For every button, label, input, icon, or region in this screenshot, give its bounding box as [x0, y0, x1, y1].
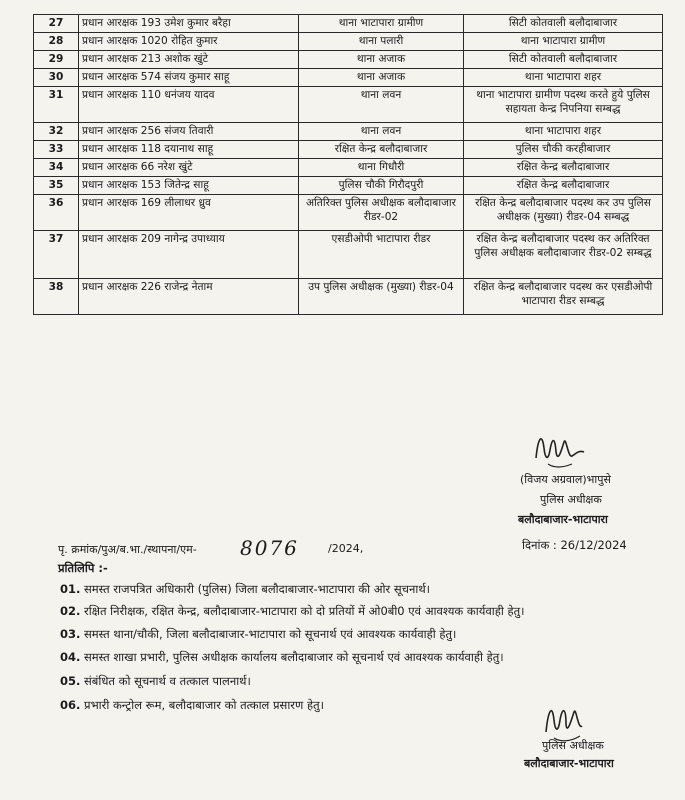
- copy-item-text: समस्त शाखा प्रभारी, पुलिस अधीक्षक कार्यालय बलौदाबाजार को सूचनार्थ एवं आवश्यक कार्यवाही हेतु।: [84, 650, 504, 664]
- from-cell: थाना अजाक: [299, 51, 464, 69]
- from-cell: थाना लवन: [299, 87, 464, 123]
- to-cell: रक्षित केन्द्र बलौदाबाजार: [464, 177, 663, 195]
- from-cell: पुलिस चौकी गिरौदपुरी: [299, 177, 464, 195]
- from-cell: थाना भाटापारा ग्रामीण: [299, 15, 464, 33]
- copy-item-number: 02.: [60, 604, 81, 618]
- to-cell: थाना भाटापारा शहर: [464, 123, 663, 141]
- copy-item-number: 04.: [60, 650, 81, 664]
- to-cell: रक्षित केन्द्र बलौदाबाजार: [464, 159, 663, 177]
- copy-item-text: संबंधित को सूचनार्थ व तत्काल पालनार्थ।: [84, 674, 251, 688]
- copy-item-number: 01.: [60, 582, 81, 596]
- from-cell: थाना पलारी: [299, 33, 464, 51]
- copy-item-number: 05.: [60, 674, 81, 688]
- to-cell: थाना भाटापारा शहर: [464, 69, 663, 87]
- to-cell: रक्षित केन्द्र बलौदाबाजार पदस्थ कर उप पुलिस अधीक्षक (मुख्या) रीडर-04 सम्बद्ध: [464, 195, 663, 231]
- copy-item-number: 03.: [60, 627, 81, 641]
- order-date: दिनांक : 26/12/2024: [522, 538, 627, 552]
- signatory2-designation: पुलिस अधीक्षक: [542, 739, 604, 752]
- from-cell: थाना लवन: [299, 123, 464, 141]
- name-cell: प्रधान आरक्षक 153 जितेन्द्र साहू: [79, 177, 299, 195]
- copy-item: [60, 674, 251, 689]
- signatory-name: (विजय अग्रवाल)भापुसे: [520, 473, 611, 486]
- copy-item-number: 06.: [60, 698, 81, 712]
- to-cell: रक्षित केन्द्र बलौदाबाजार पदस्थ कर अतिरिक्त पुलिस अधीक्षक बलौदाबाजार रीडर-02 सम्बद्ध: [464, 231, 663, 279]
- table-row: [34, 87, 663, 123]
- to-cell: थाना भाटापारा ग्रामीण: [464, 33, 663, 51]
- copy-title: प्रतिलिपि :-: [58, 561, 108, 575]
- table-row: [34, 159, 663, 177]
- from-cell: उप पुलिस अधीक्षक (मुख्या) रीडर-04: [299, 279, 464, 315]
- table-row: [34, 231, 663, 279]
- name-cell: प्रधान आरक्षक 226 राजेन्द्र नेताम: [79, 279, 299, 315]
- copy-item: [60, 698, 324, 713]
- table-row: [34, 123, 663, 141]
- serial-cell: 33: [34, 141, 79, 159]
- to-cell: सिटी कोतवाली बलौदाबाजार: [464, 15, 663, 33]
- table-row: [34, 177, 663, 195]
- serial-cell: 34: [34, 159, 79, 177]
- from-cell: एसडीओपी भाटापारा रीडर: [299, 231, 464, 279]
- reference-year: /2024,: [328, 542, 364, 555]
- copy-item: [60, 582, 430, 597]
- transfer-table: [33, 14, 663, 315]
- serial-cell: 37: [34, 231, 79, 279]
- copy-item-text: प्रभारी कन्ट्रोल रूम, बलौदाबाजार को तत्काल प्रसारण हेतु।: [84, 698, 324, 712]
- name-cell: प्रधान आरक्षक 66 नरेश खुंटे: [79, 159, 299, 177]
- name-cell: प्रधान आरक्षक 193 उमेश कुमार बरैहा: [79, 15, 299, 33]
- from-cell: थाना गिधौरी: [299, 159, 464, 177]
- copy-item-text: रक्षित निरीक्षक, रक्षित केन्द्र, बलौदाबाजार-भाटापारा को दो प्रतियों में ओ0बी0 एवं आवश्यक कार्यवाही हेतु।: [84, 604, 525, 618]
- copy-item-text: समस्त थाना/चौकी, जिला बलौदाबाजार-भाटापारा को सूचनार्थ एवं आवश्यक कार्यवाही हेतु।: [84, 627, 457, 641]
- to-cell: सिटी कोतवाली बलौदाबाजार: [464, 51, 663, 69]
- to-cell: रक्षित केन्द्र बलौदाबाजार पदस्थ कर एसडीओपी भाटापारा रीडर सम्बद्ध: [464, 279, 663, 315]
- from-cell: थाना अजाक: [299, 69, 464, 87]
- name-cell: प्रधान आरक्षक 118 दयानाथ साहू: [79, 141, 299, 159]
- serial-cell: 31: [34, 87, 79, 123]
- name-cell: प्रधान आरक्षक 1020 रोहित कुमार: [79, 33, 299, 51]
- table-row: [34, 141, 663, 159]
- table-row: [34, 279, 663, 315]
- to-cell: पुलिस चौकी करहीबाजार: [464, 141, 663, 159]
- from-cell: अतिरिक्त पुलिस अधीक्षक बलौदाबाजार रीडर-02: [299, 195, 464, 231]
- serial-cell: 35: [34, 177, 79, 195]
- table-row: [34, 69, 663, 87]
- reference-number: 8076: [240, 536, 299, 560]
- serial-cell: 29: [34, 51, 79, 69]
- copy-item-text: समस्त राजपत्रित अधिकारी (पुलिस) जिला बलौदाबाजार-भाटापारा की ओर सूचनार्थ।: [84, 582, 431, 596]
- copy-item: [60, 604, 525, 619]
- serial-cell: 30: [34, 69, 79, 87]
- table-row: [34, 51, 663, 69]
- signatory-office: बलौदाबाजार-भाटापारा: [518, 513, 608, 526]
- table-row: [34, 15, 663, 33]
- serial-cell: 36: [34, 195, 79, 231]
- serial-cell: 28: [34, 33, 79, 51]
- table-row: [34, 33, 663, 51]
- name-cell: प्रधान आरक्षक 256 संजय तिवारी: [79, 123, 299, 141]
- serial-cell: 27: [34, 15, 79, 33]
- name-cell: प्रधान आरक्षक 213 अशोक खुंटे: [79, 51, 299, 69]
- table-row: [34, 195, 663, 231]
- signature-scribble-1: [528, 428, 588, 474]
- reference-prefix: पृ. क्रमांक/पुअ/ब.भा./स्थापना/एम-: [58, 543, 197, 556]
- name-cell: प्रधान आरक्षक 209 नागेन्द्र उपाध्याय: [79, 231, 299, 279]
- name-cell: प्रधान आरक्षक 169 लीलाधर ध्रुव: [79, 195, 299, 231]
- name-cell: प्रधान आरक्षक 574 संजय कुमार साहू: [79, 69, 299, 87]
- signatory-designation: पुलिस अधीक्षक: [540, 493, 602, 506]
- serial-cell: 38: [34, 279, 79, 315]
- to-cell: थाना भाटापारा ग्रामीण पदस्थ करते हुये पुलिस सहायता केन्द्र निपनिया सम्बद्ध: [464, 87, 663, 123]
- from-cell: रक्षित केन्द्र बलौदाबाजार: [299, 141, 464, 159]
- signatory2-office: बलौदाबाजार-भाटापारा: [524, 757, 614, 770]
- name-cell: प्रधान आरक्षक 110 धनंजय यादव: [79, 87, 299, 123]
- copy-item: [60, 650, 504, 665]
- copy-item: [60, 627, 456, 642]
- serial-cell: 32: [34, 123, 79, 141]
